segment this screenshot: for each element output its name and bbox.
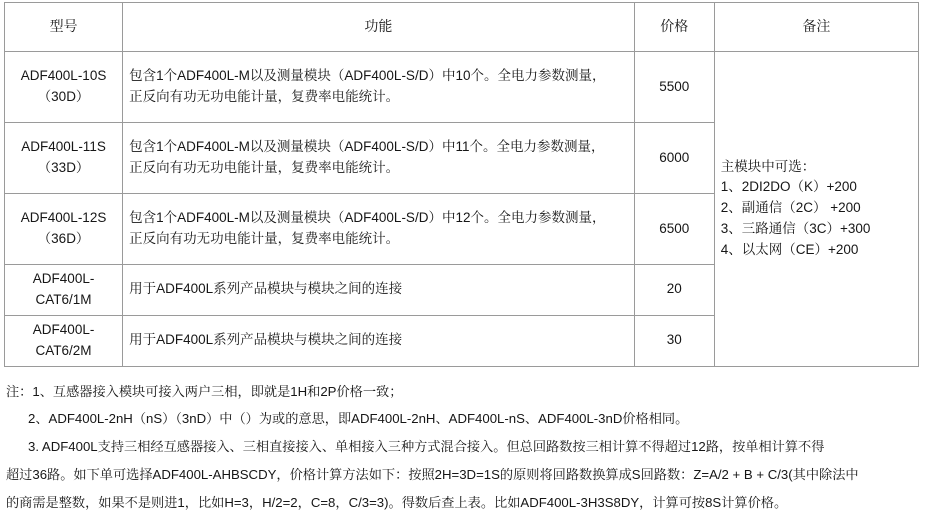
function-line-1: 用于ADF400L系列产品模块与模块之间的连接 — [129, 332, 403, 348]
cell-remark-options — [714, 52, 918, 367]
cell-price: 30 — [634, 315, 714, 366]
cell-price: 6000 — [634, 123, 714, 194]
cell-function — [123, 265, 635, 316]
product-spec-table — [4, 2, 919, 367]
model-line-2: （36D） — [37, 231, 90, 246]
note-line-1: 注：1、互感器接入模块可接入两户三相，即就是1H和2P价格一致； — [6, 383, 403, 399]
cell-model — [5, 265, 123, 316]
cell-function — [123, 194, 635, 265]
function-line-1: 用于ADF400L系列产品模块与模块之间的连接 — [129, 281, 403, 297]
note-line-3: 3. ADF400L支持三相经互感器接入、三相直接接入、单相接入三种方式混合接入。但总回路数按三相计算不得超过12路，按单相计算不得 — [28, 439, 825, 455]
model-line-1: ADF400L-10S — [20, 68, 107, 84]
remark-option-4: 4、以太网（CE）+200 — [720, 242, 859, 258]
function-line-1: 包含1个ADF400L-M以及测量模块（ADF400L-S/D）中10个。全电力参数测量， — [129, 68, 606, 84]
cell-function — [123, 123, 635, 194]
column-header-function: 功能 — [123, 3, 635, 52]
function-line-2: 正反向有功无功电能计量，复费率电能统计。 — [129, 231, 400, 246]
note-line-5: 的商需是整数，如果不是则进1，比如H=3，H/2=2，C=8，C/3=3)。得数后查上表。比如ADF400L-3H3S8DY，计算可按8S计算价格。 — [6, 494, 788, 510]
model-line-1: ADF400L-CAT6/2M — [32, 321, 95, 358]
spec-page — [0, 2, 927, 510]
model-line-2: （30D） — [37, 89, 90, 104]
remark-option-1: 1、2DI2DO（K）+200 — [720, 179, 857, 195]
cell-model — [5, 52, 123, 123]
column-header-remark: 备注 — [714, 3, 918, 52]
cell-price: 6500 — [634, 194, 714, 265]
table-header-row — [5, 3, 919, 52]
note-line-2: 2、ADF400L-2nH（nS）（3nD）中（）为或的意思，即ADF400L-2nH、ADF400L-nS、ADF400L-3nD价格相同。 — [28, 411, 689, 427]
cell-price: 5500 — [634, 52, 714, 123]
model-line-2: （33D） — [37, 160, 90, 175]
remark-title: 主模块中可选： — [720, 158, 816, 174]
table-row — [5, 52, 919, 123]
note-line-4: 超过36路。如下单可选择ADF400L-AHBSCDY，价格计算方法如下：按照2H=3D=1S的原则将回路数换算成S回路数：Z=A/2 + B + C/3(其中除法中 — [6, 466, 859, 482]
function-line-2: 正反向有功无功电能计量，复费率电能统计。 — [129, 89, 400, 104]
model-line-1: ADF400L-11S — [21, 139, 106, 155]
column-header-price: 价格 — [634, 3, 714, 52]
function-line-1: 包含1个ADF400L-M以及测量模块（ADF400L-S/D）中11个。全电力参数测量， — [129, 139, 605, 155]
column-header-model: 型号 — [5, 3, 123, 52]
table-body — [5, 52, 919, 367]
cell-function — [123, 315, 635, 366]
model-line-1: ADF400L-12S — [20, 210, 107, 226]
remark-option-2: 2、副通信（2C） +200 — [720, 200, 861, 216]
model-line-1: ADF400L-CAT6/1M — [32, 271, 95, 307]
cell-model — [5, 315, 123, 366]
cell-price: 20 — [634, 265, 714, 316]
cell-model — [5, 194, 123, 265]
cell-function — [123, 52, 635, 123]
remark-option-3: 3、三路通信（3C）+300 — [720, 221, 871, 237]
cell-model — [5, 123, 123, 194]
function-line-1: 包含1个ADF400L-M以及测量模块（ADF400L-S/D）中12个。全电力参数测量， — [129, 210, 606, 226]
notes-section — [6, 379, 919, 515]
function-line-2: 正反向有功无功电能计量，复费率电能统计。 — [129, 160, 400, 175]
table-header — [5, 3, 919, 52]
